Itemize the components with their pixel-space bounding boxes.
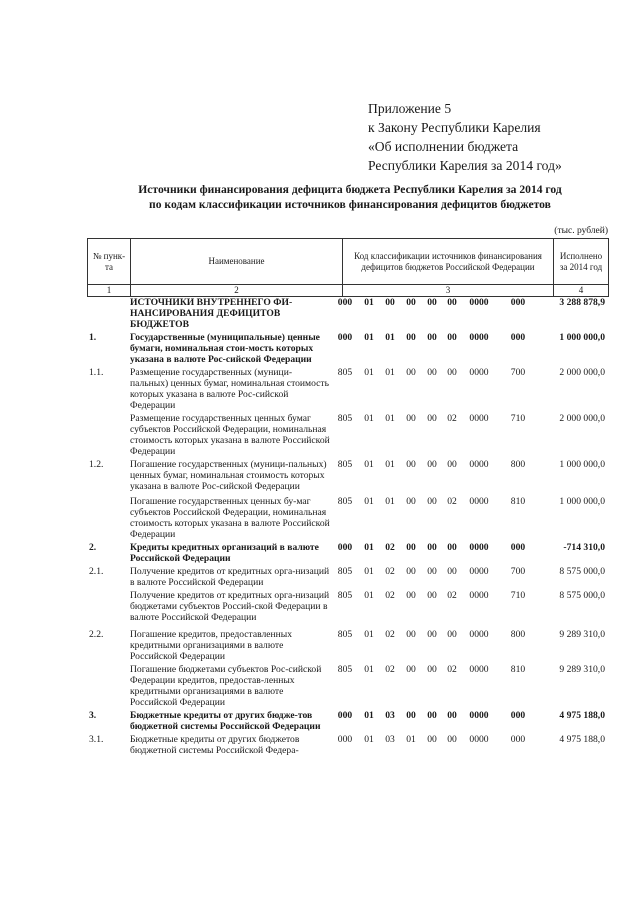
row-code-part: 710	[510, 590, 526, 601]
row-code-part: 00	[427, 566, 437, 577]
table-row	[87, 332, 609, 365]
table-row	[87, 734, 609, 756]
row-code-part: 01	[385, 332, 395, 343]
row-code-part: 0000	[469, 297, 489, 308]
row-code-part: 700	[510, 367, 526, 378]
row-code-part: 000	[510, 297, 526, 308]
row-code-part: 00	[427, 496, 437, 507]
table-row	[87, 413, 609, 457]
row-code-part: 00	[447, 459, 457, 470]
row-code-part: 00	[406, 297, 416, 308]
row-name: Размещение государственных (муници-пальных) ценных бумаг, номинальная стоимость которых указана в валюте Рос-сийской Федерации	[130, 367, 329, 411]
row-name: Погашение государственных ценных бу-маг субъектов Российской Федерации, номинальная стоимость которых указана в валюте Российской Федерации	[130, 496, 330, 540]
row-code-part: 00	[406, 629, 416, 640]
title-line-2: по кодам классификации источников финансирования дефицитов бюджетов	[149, 198, 551, 211]
row-code-part: 805	[337, 590, 353, 601]
row-code-part: 02	[385, 566, 395, 577]
row-code-part: 810	[510, 664, 526, 675]
row-name: Бюджетные кредиты от других бюджетов бюджетной системы Российской Федера-	[130, 734, 300, 756]
header-num: № пунк-та	[88, 239, 131, 285]
row-amount: 8 575 000,0	[559, 566, 605, 577]
row-code-part: 03	[385, 710, 395, 721]
header-name: Наименование	[131, 239, 343, 285]
row-code-part: 01	[364, 590, 374, 601]
row-number: 3.	[89, 710, 97, 721]
row-code-part: 800	[510, 459, 526, 470]
row-code-part: 03	[385, 734, 395, 745]
row-code-part: 0000	[469, 734, 489, 745]
appendix-note	[368, 99, 562, 175]
row-code-part: 00	[427, 629, 437, 640]
row-code-part: 00	[427, 542, 437, 553]
row-number: 3.1.	[89, 734, 104, 745]
row-code-part: 0000	[469, 710, 489, 721]
row-name: ИСТОЧНИКИ ВНУТРЕННЕГО ФИ-НАНСИРОВАНИЯ ДЕФИЦИТОВ БЮДЖЕТОВ	[130, 297, 293, 330]
header-index-2: 2	[131, 285, 343, 297]
row-code-part: 00	[406, 332, 416, 343]
row-code-part: 02	[447, 590, 457, 601]
row-code-part: 00	[427, 664, 437, 675]
row-code-part: 00	[406, 710, 416, 721]
row-code-part: 01	[364, 542, 374, 553]
row-amount: -714 310,0	[563, 542, 605, 553]
row-amount: 9 289 310,0	[559, 629, 605, 640]
row-code-part: 01	[364, 297, 374, 308]
table-row	[87, 459, 609, 492]
appendix-line-4: Республики Карелия за 2014 год»	[368, 158, 562, 173]
row-code-part: 000	[337, 710, 353, 721]
row-number: 2.1.	[89, 566, 104, 577]
row-amount: 4 975 188,0	[559, 734, 605, 745]
appendix-line-3: «Об исполнении бюджета	[368, 139, 519, 154]
row-code-part: 00	[406, 664, 416, 675]
row-code-part: 01	[364, 734, 374, 745]
row-code-part: 00	[406, 413, 416, 424]
table-row	[87, 629, 609, 662]
row-code-part: 00	[406, 496, 416, 507]
table-row	[87, 566, 609, 588]
row-code-part: 01	[364, 566, 374, 577]
row-code-part: 00	[447, 710, 457, 721]
row-number: 2.2.	[89, 629, 104, 640]
row-code-part: 01	[364, 413, 374, 424]
row-code-part: 00	[427, 710, 437, 721]
row-number: 1.2.	[89, 459, 104, 470]
row-code-part: 01	[385, 413, 395, 424]
row-code-part: 00	[447, 542, 457, 553]
row-amount: 8 575 000,0	[559, 590, 605, 601]
row-amount: 1 000 000,0	[559, 496, 605, 507]
row-name: Государственные (муниципальные) ценные бумаги, номинальная стои-мость которых указана в валюте Рос-сийской Федерации	[130, 332, 320, 365]
row-code-part: 0000	[469, 566, 489, 577]
row-amount: 4 975 188,0	[559, 710, 605, 721]
row-code-part: 00	[447, 629, 457, 640]
row-code-part: 00	[406, 566, 416, 577]
row-code-part: 0000	[469, 332, 489, 343]
row-code-part: 0000	[469, 459, 489, 470]
row-code-part: 805	[337, 496, 353, 507]
row-code-part: 01	[364, 629, 374, 640]
table-row	[87, 367, 609, 411]
row-code-part: 00	[427, 734, 437, 745]
row-code-part: 00	[427, 413, 437, 424]
row-code-part: 000	[337, 297, 353, 308]
row-amount: 1 000 000,0	[559, 459, 605, 470]
row-code-part: 0000	[469, 629, 489, 640]
table-row	[87, 297, 609, 330]
row-code-part: 02	[385, 542, 395, 553]
row-name: Погашение кредитов, предоставленных кредитными организациями в валюте Российской Федерации	[130, 629, 293, 662]
row-code-part: 00	[427, 590, 437, 601]
row-code-part: 700	[510, 566, 526, 577]
row-number: 1.	[89, 332, 97, 343]
header-index-3: 3	[343, 285, 554, 297]
row-code-part: 00	[447, 297, 457, 308]
row-code-part: 805	[337, 459, 353, 470]
row-code-part: 02	[385, 590, 395, 601]
row-amount: 1 000 000,0	[559, 332, 605, 343]
row-code-part: 00	[406, 367, 416, 378]
row-code-part: 01	[385, 367, 395, 378]
row-code-part: 0000	[469, 496, 489, 507]
row-code-part: 01	[364, 332, 374, 343]
row-code-part: 00	[406, 542, 416, 553]
row-code-part: 000	[510, 734, 526, 745]
row-code-part: 00	[385, 297, 395, 308]
row-code-part: 00	[406, 459, 416, 470]
row-code-part: 805	[337, 566, 353, 577]
row-code-part: 0000	[469, 664, 489, 675]
row-code-part: 000	[337, 734, 353, 745]
header-index-4: 4	[554, 285, 609, 297]
row-code-part: 000	[510, 332, 526, 343]
row-code-part: 02	[447, 664, 457, 675]
row-code-part: 00	[447, 332, 457, 343]
row-code-part: 0000	[469, 413, 489, 424]
row-name: Погашение бюджетами субъектов Рос-сийской Федерации кредитов, предостав-ленных кредитными организациями в валюте Российской Федерации	[130, 664, 322, 708]
row-code-part: 000	[510, 710, 526, 721]
row-name: Кредиты кредитных организаций в валюте Российской Федерации	[130, 542, 319, 564]
row-code-part: 810	[510, 496, 526, 507]
row-code-part: 00	[427, 459, 437, 470]
row-amount: 2 000 000,0	[559, 413, 605, 424]
header-index-1: 1	[88, 285, 131, 297]
row-code-part: 02	[385, 629, 395, 640]
row-code-part: 0000	[469, 367, 489, 378]
appendix-line-1: Приложение 5	[368, 101, 452, 116]
row-code-part: 02	[385, 664, 395, 675]
row-amount: 2 000 000,0	[559, 367, 605, 378]
document-title	[60, 182, 640, 212]
row-amount: 9 289 310,0	[559, 664, 605, 675]
row-code-part: 0000	[469, 542, 489, 553]
row-number: 2.	[89, 542, 97, 553]
row-code-part: 805	[337, 629, 353, 640]
row-code-part: 0000	[469, 590, 489, 601]
row-code-part: 000	[337, 332, 353, 343]
row-code-part: 01	[385, 496, 395, 507]
header-code: Код классификации источников финансирования дефицитов бюджетов Российской Федерации	[343, 239, 554, 285]
title-line-1: Источники финансирования дефицита бюджета Республики Карелия за 2014 год	[138, 183, 562, 196]
header-amount: Исполнено за 2014 год	[554, 239, 609, 285]
row-name: Получение кредитов от кредитных орга-низаций в валюте Российской Федерации	[130, 566, 330, 588]
row-code-part: 01	[364, 459, 374, 470]
table-row	[87, 710, 609, 732]
row-code-part: 710	[510, 413, 526, 424]
row-code-part: 00	[427, 367, 437, 378]
row-code-part: 01	[364, 664, 374, 675]
table-row	[87, 496, 609, 540]
row-name: Бюджетные кредиты от других бюдже-тов бюджетной системы Российской Федерации	[130, 710, 321, 732]
row-code-part: 00	[427, 332, 437, 343]
row-code-part: 00	[447, 566, 457, 577]
row-code-part: 01	[406, 734, 416, 745]
row-amount: 3 288 878,9	[559, 297, 605, 308]
row-code-part: 01	[364, 710, 374, 721]
row-code-part: 02	[447, 496, 457, 507]
row-code-part: 805	[337, 664, 353, 675]
row-code-part: 000	[510, 542, 526, 553]
row-number: 1.1.	[89, 367, 104, 378]
row-code-part: 00	[427, 297, 437, 308]
appendix-line-2: к Закону Республики Карелия	[368, 120, 541, 135]
row-code-part: 00	[447, 734, 457, 745]
row-name: Получение кредитов от кредитных орга-низаций бюджетами субъектов Россий-ской Федерации в валюте Российской Федерации	[130, 590, 330, 623]
units-label: (тыс. рублей)	[554, 226, 608, 236]
row-name: Погашение государственных (муници-пальных) ценных бумаг, номинальная стоимость которых указана в валюте Рос-сийской Федерации	[130, 459, 327, 492]
table-header	[87, 238, 609, 297]
table-body	[87, 297, 609, 756]
row-name: Размещение государственных ценных бумаг субъектов Российской Федерации, номинальная стоимость которых указана в валюте Российской Федерации	[130, 413, 330, 457]
row-code-part: 02	[447, 413, 457, 424]
row-code-part: 805	[337, 413, 353, 424]
row-code-part: 00	[406, 590, 416, 601]
row-code-part: 000	[337, 542, 353, 553]
row-code-part: 805	[337, 367, 353, 378]
row-code-part: 01	[364, 496, 374, 507]
table-row	[87, 664, 609, 708]
row-code-part: 800	[510, 629, 526, 640]
table-row	[87, 542, 609, 564]
row-code-part: 01	[364, 367, 374, 378]
table-row	[87, 590, 609, 623]
row-code-part: 01	[385, 459, 395, 470]
row-code-part: 00	[447, 367, 457, 378]
